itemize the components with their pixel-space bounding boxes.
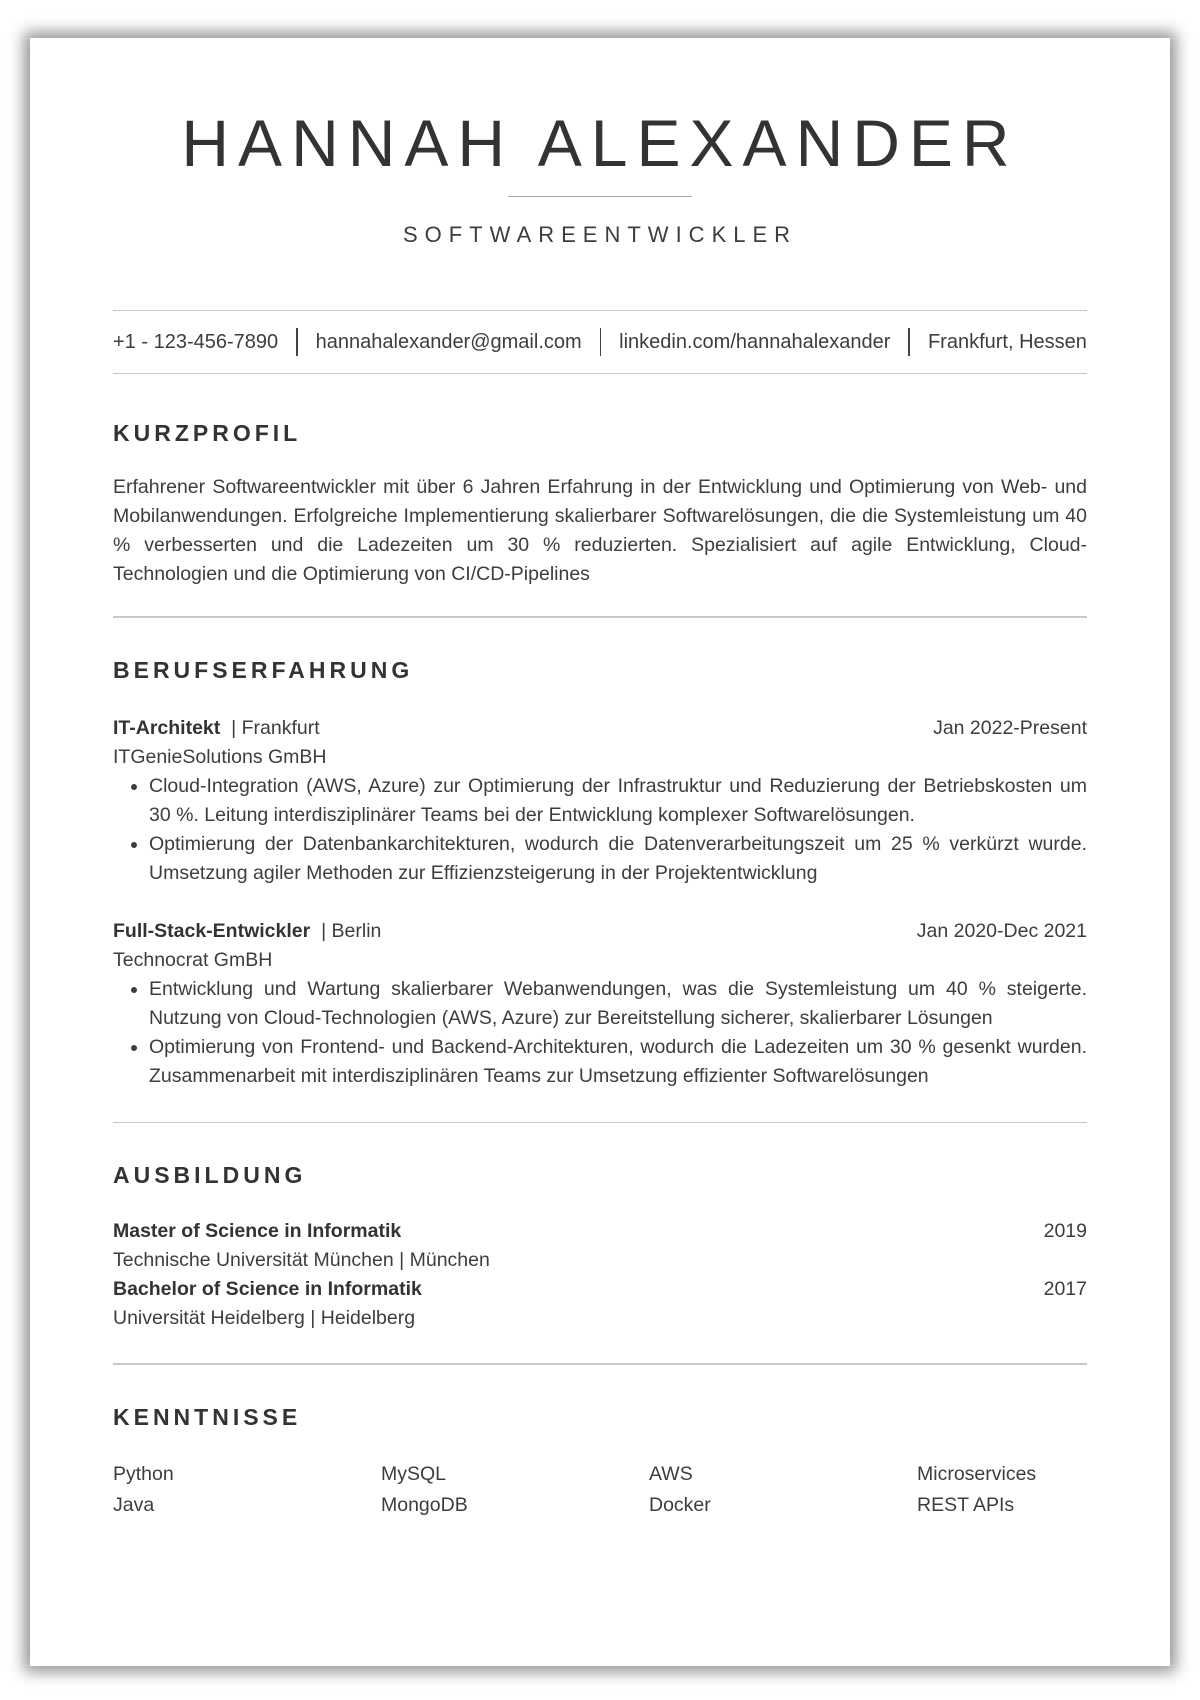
education-heading: AUSBILDUNG: [113, 1162, 307, 1188]
skill-item: Microservices: [917, 1462, 1037, 1485]
skill-item: MySQL: [381, 1462, 447, 1485]
education-list: [113, 1217, 1087, 1333]
section-divider: [113, 1122, 1087, 1124]
job-dates: Jan 2020-Dec 2021: [916, 919, 1087, 942]
experience-heading: BERUFSERFAHRUNG: [113, 656, 414, 683]
skill-item: Java: [113, 1493, 155, 1516]
skills-heading: KENNTNISSE: [113, 1403, 302, 1430]
skill-item: Docker: [649, 1493, 711, 1516]
contact-phone: +1 - 123-456-7890: [113, 330, 279, 353]
job-location: | Berlin: [321, 919, 382, 942]
candidate-name: HANNAH ALEXANDER: [181, 106, 1019, 180]
job-role: Full-Stack-Entwickler: [113, 919, 311, 942]
section-divider: [113, 616, 1087, 618]
job-bullets: [113, 772, 1087, 888]
job-bullet: • Optimierung der Datenbankarchitekturen, wodurch die Datenverarbeitungszeit um 25 % verkürzt wurde. Umsetzung agiler Methoden zur Effizienzsteigerung in der Projektentwicklung: [149, 830, 1087, 888]
contact-linkedin[interactable]: linkedin.com/hannahalexander: [619, 330, 891, 353]
education-school: Technische Universität München | München: [113, 1249, 490, 1271]
contact-email[interactable]: hannahalexander@gmail.com: [315, 330, 582, 353]
job-entry: [113, 714, 1087, 888]
job-title: SOFTWAREENTWICKLER: [402, 222, 798, 247]
job-bullet: • Optimierung von Frontend- und Backend-Architekturen, wodurch die Ladezeiten um 30 % gesenkt wurden. Zusammenarbeit mit interdisziplinären Teams zur Umsetzung effizienter Softwarelösungen: [149, 1033, 1087, 1091]
education-degree: Bachelor of Science in Informatik: [113, 1278, 422, 1300]
education-item: [113, 1217, 1087, 1246]
resume-page: [30, 38, 1170, 1666]
profile-summary: Erfahrener Softwareentwickler mit über 6 Jahren Erfahrung in der Entwicklung und Optimierung von Web- und Mobilanwendungen. Erfolgreiche Implementierung skalierbarer Softwarelösungen, die die Systemleistung um 40 % verbesserten und die Ladezeiten um 30 % reduzierten. Spezialisiert auf agile Entwicklung, Cloud-Technologien und die Optimierung von CI/CD-Pipelines: [113, 476, 1087, 585]
job-entry: [113, 917, 1087, 1091]
section-divider: [113, 1363, 1087, 1365]
job-bullet: • Entwicklung und Wartung skalierbarer Webanwendungen, was die Systemleistung um 40 % steigerte. Nutzung von Cloud-Technologien (AWS, Azure) zur Bereitstellung sicherer, skalierbarer Lösungen: [149, 975, 1087, 1033]
contact-separator: [296, 328, 298, 356]
skill-item: Python: [113, 1462, 174, 1485]
contact-separator: [908, 328, 910, 356]
name-underline: [508, 196, 692, 197]
job-dates: Jan 2022-Present: [933, 716, 1087, 739]
contact-bar: [113, 310, 1087, 374]
job-location: | Frankfurt: [231, 716, 320, 739]
education-school: Universität Heidelberg | Heidelberg: [113, 1307, 416, 1329]
skill-item: AWS: [649, 1462, 693, 1485]
profile-heading: KURZPROFIL: [113, 420, 302, 446]
job-bullet: • Cloud-Integration (AWS, Azure) zur Optimierung der Infrastruktur und Reduzierung der Betriebskosten um 30 %. Leitung interdisziplinärer Teams bei der Entwicklung komplexer Softwarelösungen.: [149, 772, 1087, 830]
education-year: 2017: [1043, 1278, 1087, 1300]
skill-item: REST APIs: [917, 1493, 1015, 1516]
job-role: IT-Architekt: [113, 716, 221, 739]
education-degree: Master of Science in Informatik: [113, 1220, 402, 1242]
job-company: ITGenieSolutions GmBH: [113, 745, 327, 768]
education-year: 2019: [1043, 1220, 1087, 1242]
education-item: [113, 1275, 1087, 1304]
job-company: Technocrat GmBH: [113, 948, 273, 971]
skill-item: MongoDB: [381, 1493, 468, 1516]
contact-location: Frankfurt, Hessen: [927, 330, 1087, 353]
job-bullets: [113, 975, 1087, 1091]
skills-grid: [113, 1459, 1087, 1521]
contact-separator: [600, 328, 602, 356]
